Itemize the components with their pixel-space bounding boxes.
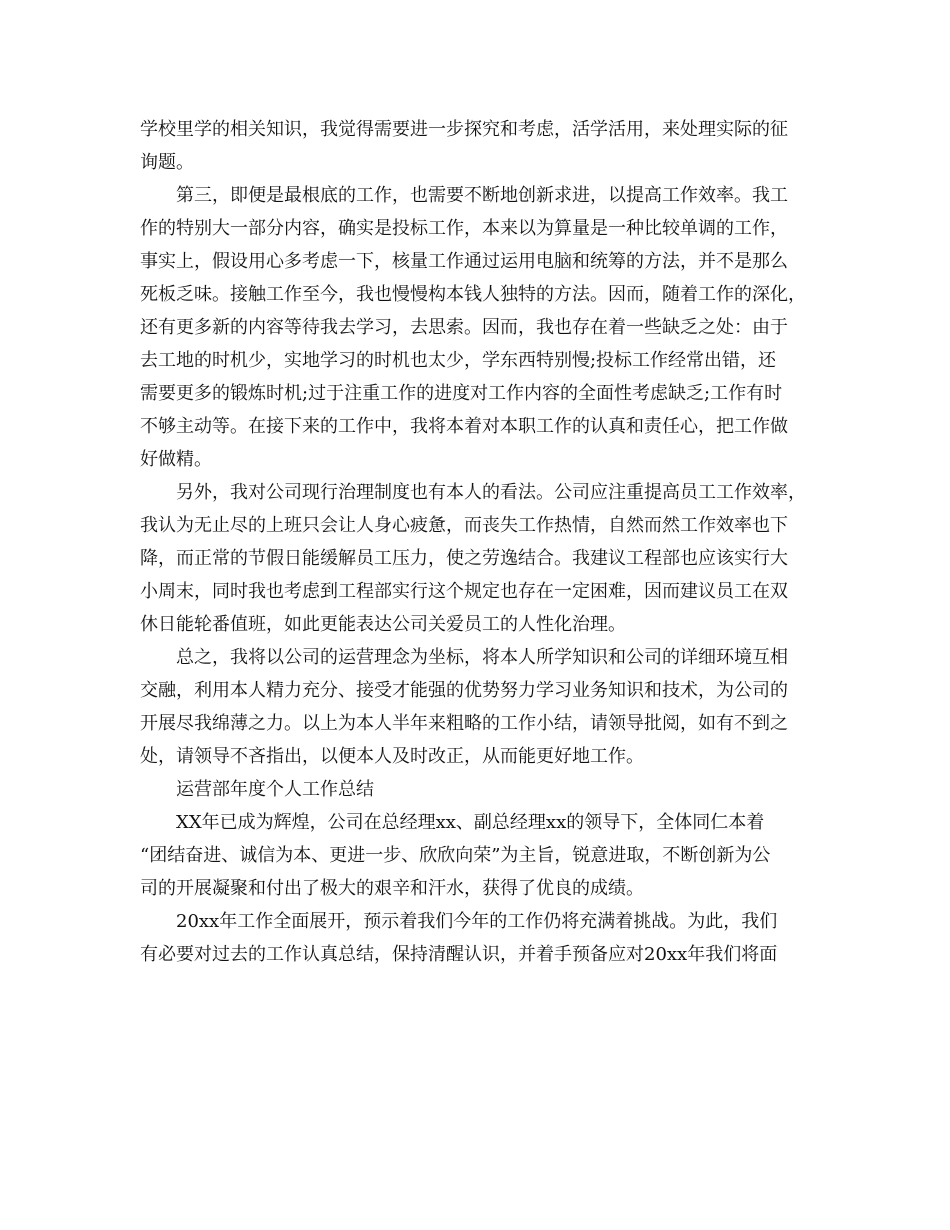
- text-line: 交融，利用本人精力充分、接受才能强的优势努力学习业务知识和技术，为公司的: [140, 680, 788, 701]
- text-line: XX年已成为辉煌，公司在总经理xx、副总经理xx的领导下，全体同仁本着: [176, 812, 765, 833]
- text-line: 死板乏味。接触工作至今，我也慢慢构本钱人独特的方法。因而，随着工作的深化，: [140, 284, 806, 305]
- text-line: 我认为无止尽的上班只会让人身心疲惫，而丧失工作热情，自然而然工作效率也下: [140, 515, 788, 536]
- text-line: 另外，我对公司现行治理制度也有本人的看法。公司应注重提高员工工作效率，: [176, 482, 806, 503]
- text-line: “团结奋进、诚信为本、更进一步、欣欣向荣”为主旨，锐意进取，不断创新为公: [140, 845, 771, 866]
- text-line: 司的开展凝聚和付出了极大的艰辛和汗水，获得了优良的成绩。: [140, 878, 644, 899]
- text-line: 需要更多的锻炼时机;过于注重工作的进度对工作内容的全面性考虑缺乏;工作有时: [140, 383, 783, 404]
- text-line: 第三，即便是最根底的工作，也需要不断地创新求进，以提高工作效率。我工: [176, 185, 788, 206]
- text-line: 询题。: [140, 152, 194, 173]
- text-line: 不够主动等。在接下来的工作中，我将本着对本职工作的认真和责任心，把工作做: [140, 416, 788, 437]
- text-line: 有必要对过去的工作认真总结，保持清醒认识，并着手预备应对20xx年我们将面: [140, 944, 778, 965]
- text-line: 休日能轮番值班，如此更能表达公司关爱员工的人性化治理。: [140, 614, 626, 635]
- text-line: 总之，我将以公司的运营理念为坐标，将本人所学知识和公司的详细环境互相: [176, 647, 788, 668]
- text-line: 20xx年工作全面展开，预示着我们今年的工作仍将充满着挑战。为此，我们: [176, 911, 778, 932]
- text-line: 还有更多新的内容等待我去学习，去思索。因而，我也存在着一些缺乏之处：由于: [140, 317, 788, 338]
- text-line: 处，请领导不吝指出，以便本人及时改正，从而能更好地工作。: [140, 746, 644, 767]
- text-line: 事实上，假设用心多考虑一下，核量工作通过运用电脑和统筹的方法，并不是那么: [140, 251, 788, 272]
- text-line: 开展尽我绵薄之力。以上为本人半年来粗略的工作小结，请领导批阅，如有不到之: [140, 713, 788, 734]
- section-heading: 运营部年度个人工作总结: [176, 779, 374, 800]
- text-line: 去工地的时机少，实地学习的时机也太少，学东西特别慢;投标工作经常出错，还: [140, 350, 777, 371]
- text-line: 降，而正常的节假日能缓解员工压力，使之劳逸结合。我建议工程部也应该实行大: [140, 548, 788, 569]
- text-line: 学校里学的相关知识，我觉得需要进一步探究和考虑，活学活用，来处理实际的征: [140, 119, 788, 140]
- document-body: [140, 113, 820, 971]
- text-line: 好做精。: [140, 449, 212, 470]
- text-line: 作的特别大一部分内容，确实是投标工作，本来以为算量是一种比较单调的工作，: [140, 218, 788, 239]
- text-line: 小周末，同时我也考虑到工程部实行这个规定也存在一定困难，因而建议员工在双: [140, 581, 788, 602]
